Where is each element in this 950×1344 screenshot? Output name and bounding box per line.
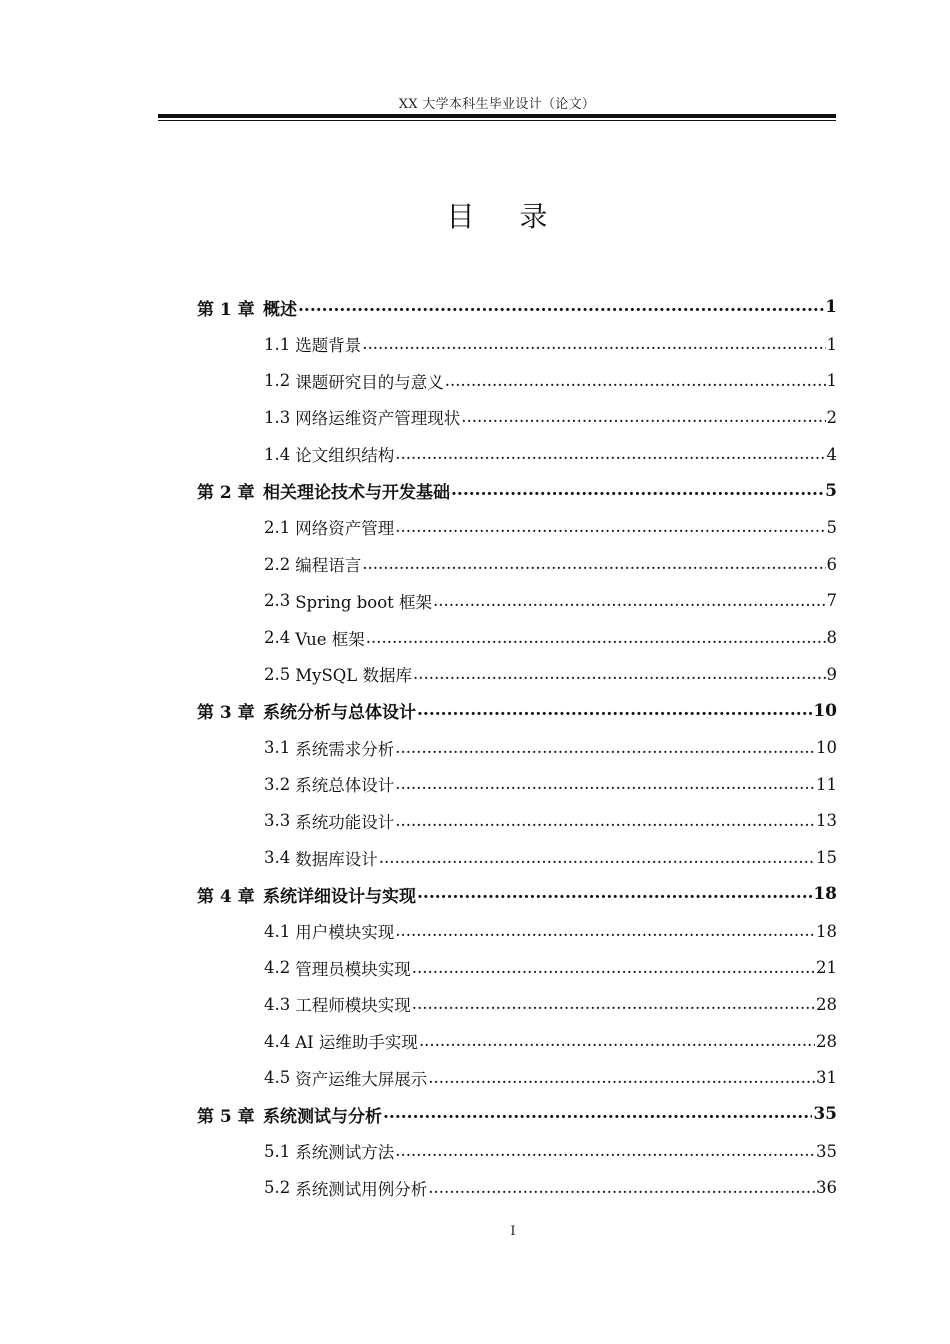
toc-leader-dots: [419, 1032, 815, 1050]
toc-entry-text: 系统功能设计: [295, 812, 395, 832]
toc-entry-page: 11: [816, 774, 837, 794]
toc-entry-number: 2.5: [264, 664, 291, 684]
toc-leader-dots: [383, 1105, 812, 1123]
toc-leader-dots: [445, 372, 826, 390]
toc-entry-text: 数据库设计: [295, 849, 378, 869]
toc-leader-dots: [417, 885, 812, 903]
toc-entry-text: 系统分析与总体设计: [263, 703, 416, 724]
toc-entry-text: 选题背景: [295, 336, 362, 356]
toc-entry-page: 8: [826, 628, 837, 648]
toc-section-entry[interactable]: [197, 619, 837, 656]
toc-chapter-entry[interactable]: [197, 693, 837, 730]
toc-section-entry[interactable]: [197, 1059, 837, 1096]
toc-entry-number: 1.1: [264, 334, 291, 354]
toc-chapter-entry[interactable]: [197, 876, 837, 913]
toc-leader-dots: [428, 1179, 815, 1197]
header-rule-thick: [158, 114, 836, 118]
toc-leader-dots: [298, 298, 824, 316]
toc-entry-page: 1: [826, 371, 837, 391]
toc-leader-dots: [379, 849, 815, 867]
toc-entry-number: 第 2 章: [197, 483, 255, 504]
toc-entry-page: 35: [813, 1104, 837, 1125]
toc-leader-dots: [413, 665, 826, 683]
toc-entry-number: 第 4 章: [197, 886, 255, 907]
toc-entry-number: 第 1 章: [197, 299, 255, 320]
toc-section-entry[interactable]: [197, 546, 837, 583]
toc-section-entry[interactable]: [197, 509, 837, 546]
toc-entry-text: 工程师模块实现: [295, 996, 411, 1016]
toc-chapter-entry[interactable]: [197, 289, 837, 326]
toc-chapter-entry[interactable]: [197, 1096, 837, 1133]
toc-section-entry[interactable]: [197, 1023, 837, 1060]
toc-entry-page: 35: [816, 1141, 837, 1161]
toc-entry-text: 网络资产管理: [295, 519, 395, 539]
toc-entry-text: 系统测试与分析: [263, 1106, 382, 1127]
toc-entry-number: 2.1: [264, 517, 291, 537]
toc-entry-page: 36: [816, 1178, 837, 1198]
toc-leader-dots: [461, 408, 825, 426]
table-of-contents: [197, 289, 837, 1206]
toc-leader-dots: [395, 775, 815, 793]
toc-leader-dots: [451, 482, 824, 500]
toc-entry-text: 相关理论技术与开发基础: [263, 483, 450, 504]
toc-section-entry[interactable]: [197, 839, 837, 876]
toc-entry-text: 用户模块实现: [295, 923, 395, 943]
toc-section-entry[interactable]: [197, 1133, 837, 1170]
toc-entry-text: 资产运维大屏展示: [295, 1069, 428, 1089]
toc-entry-page: 5: [826, 517, 837, 537]
toc-entry-page: 31: [816, 1068, 837, 1088]
toc-entry-page: 2: [826, 407, 837, 427]
toc-section-entry[interactable]: [197, 986, 837, 1023]
toc-entry-page: 15: [816, 848, 837, 868]
toc-leader-dots: [417, 702, 812, 720]
toc-section-entry[interactable]: [197, 436, 837, 473]
toc-entry-number: 5.2: [264, 1178, 291, 1198]
toc-entry-text: 管理员模块实现: [295, 959, 411, 979]
toc-leader-dots: [362, 335, 825, 353]
toc-entry-number: 3.1: [264, 738, 291, 758]
toc-entry-text: Spring boot 框架: [295, 592, 433, 612]
toc-entry-number: 5.1: [264, 1141, 291, 1161]
toc-entry-number: 4.3: [264, 994, 291, 1014]
toc-entry-page: 10: [813, 700, 837, 721]
toc-entry-page: 18: [816, 921, 837, 941]
toc-entry-page: 13: [816, 811, 837, 831]
toc-leader-dots: [395, 812, 815, 830]
toc-entry-page: 1: [826, 334, 837, 354]
toc-entry-number: 4.4: [264, 1031, 291, 1051]
toc-entry-page: 9: [826, 664, 837, 684]
toc-entry-text: AI 运维助手实现: [295, 1033, 418, 1053]
toc-section-entry[interactable]: [197, 766, 837, 803]
toc-entry-text: 系统测试用例分析: [295, 1179, 428, 1199]
toc-entry-number: 3.3: [264, 811, 291, 831]
toc-entry-page: 28: [816, 994, 837, 1014]
toc-entry-text: 系统需求分析: [295, 739, 395, 759]
toc-entry-number: 4.2: [264, 958, 291, 978]
toc-entry-number: 2.4: [264, 628, 291, 648]
toc-leader-dots: [412, 959, 815, 977]
toc-section-entry[interactable]: [197, 399, 837, 436]
toc-entry-number: 第 5 章: [197, 1106, 255, 1127]
toc-leader-dots: [395, 445, 825, 463]
toc-leader-dots: [395, 1142, 815, 1160]
toc-leader-dots: [362, 555, 825, 573]
toc-leader-dots: [366, 629, 826, 647]
toc-section-entry[interactable]: [197, 583, 837, 620]
toc-section-entry[interactable]: [197, 362, 837, 399]
toc-chapter-entry[interactable]: [197, 472, 837, 509]
toc-entry-text: MySQL 数据库: [295, 666, 412, 686]
toc-entry-page: 1: [825, 297, 837, 318]
toc-section-entry[interactable]: [197, 913, 837, 950]
toc-entry-number: 1.2: [264, 371, 291, 391]
toc-section-entry[interactable]: [197, 949, 837, 986]
toc-leader-dots: [428, 1069, 815, 1087]
toc-section-entry[interactable]: [197, 803, 837, 840]
toc-entry-text: 课题研究目的与意义: [295, 372, 444, 392]
toc-entry-number: 1.3: [264, 407, 291, 427]
toc-leader-dots: [395, 739, 815, 757]
toc-entry-number: 2.2: [264, 554, 291, 574]
toc-entry-page: 28: [816, 1031, 837, 1051]
toc-entry-text: Vue 框架: [295, 629, 365, 649]
toc-entry-page: 6: [826, 554, 837, 574]
toc-leader-dots: [433, 592, 825, 610]
toc-entry-text: 系统总体设计: [295, 776, 395, 796]
toc-leader-dots: [395, 518, 825, 536]
toc-entry-page: 18: [813, 884, 837, 905]
toc-entry-number: 3.2: [264, 774, 291, 794]
toc-entry-text: 概述: [263, 299, 297, 320]
toc-entry-page: 5: [825, 480, 837, 501]
toc-entry-page: 10: [816, 738, 837, 758]
toc-section-entry[interactable]: [197, 729, 837, 766]
toc-entry-page: 4: [826, 444, 837, 464]
toc-entry-number: 4.5: [264, 1068, 291, 1088]
running-header: XX 大学本科生毕业设计（论文）: [398, 97, 596, 112]
toc-title: 目 录: [446, 200, 566, 233]
toc-entry-page: 7: [826, 591, 837, 611]
toc-entry-text: 编程语言: [295, 556, 362, 576]
toc-leader-dots: [395, 922, 815, 940]
toc-entry-page: 21: [816, 958, 837, 978]
toc-entry-number: 3.4: [264, 848, 291, 868]
toc-entry-text: 论文组织结构: [295, 446, 395, 466]
toc-entry-number: 2.3: [264, 591, 291, 611]
toc-entry-number: 4.1: [264, 921, 291, 941]
toc-section-entry[interactable]: [197, 656, 837, 693]
toc-entry-text: 网络运维资产管理现状: [295, 409, 461, 429]
header-rule-thin: [158, 120, 836, 121]
toc-entry-text: 系统详细设计与实现: [263, 886, 416, 907]
toc-leader-dots: [412, 995, 815, 1013]
toc-entry-text: 系统测试方法: [295, 1143, 395, 1163]
toc-entry-number: 1.4: [264, 444, 291, 464]
page-number: I: [510, 1224, 516, 1239]
toc-entry-number: 第 3 章: [197, 703, 255, 724]
toc-section-entry[interactable]: [197, 1170, 837, 1207]
toc-section-entry[interactable]: [197, 326, 837, 363]
